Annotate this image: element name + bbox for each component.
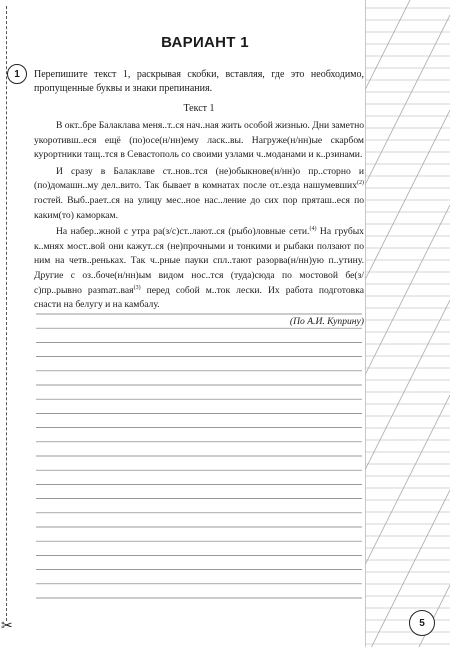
margin-slant-line [365, 490, 450, 647]
page-number: 5 [409, 610, 435, 636]
footnote-marker-4: (4) [309, 225, 317, 232]
margin-guide-lines [365, 0, 450, 647]
cut-line [6, 6, 7, 621]
margin-slant-line [365, 205, 450, 375]
passage-paragraph-3-part-b: На грубых к..мнях мост..вой они кажут..ся (не)прочными и тонкими и рыбаки ползают по ним на четв..реньках. Так ч..рные пауки спл..тают разорва(н/нн)ую п..утину. Другие с оз..боче(н/нн)ым видом нос..тся (туда)сюда по мостовой бе(з/с)пр..рывно разmат..вая [34, 226, 364, 296]
passage-paragraph-2-part-a: И сразу в Балаклаве ст..нов..тся (не)обыкнове(н/нн)о пр..сторно и (по)домашн..му дел..вито. Так бывает в комнатах после от..езда нашумевших [34, 165, 364, 192]
margin-slant-line [365, 395, 450, 565]
margin-slant-line [365, 585, 450, 647]
passage-paragraph-3-part-a: На набер..жной с утра ра(з/с)ст..лают..ся (рыбо)ловные сети. [56, 226, 310, 238]
passage-text [34, 119, 364, 329]
task-number-badge: 1 [7, 64, 27, 84]
passage-paragraph-1: В окт..бре Балаклава меня..т..ся нач..ная жить особой жизнью. Дни заметно укоротивш..еся ещё (по)осе(н/нн)ему ласк..вы. Нагруже(н/нн)ые скарбом курортники тащ..тся в Севастополь со своими узлами ч..моданами и к..рзинами. [34, 120, 365, 161]
passage-paragraph-3 [34, 225, 364, 313]
scissors-icon: ✂ [1, 619, 13, 634]
author-attribution: (По А.И. Куприну) [289, 315, 364, 327]
task-instruction: Перепишите текст 1, раскрывая скобки, вставляя, где это необходимо, пропущенные буквы и знаки препинания. [34, 69, 364, 94]
footnote-marker-2: (2) [357, 180, 364, 187]
margin-slant-line [365, 110, 450, 280]
footnote-marker-3: (3) [133, 284, 141, 291]
passage-paragraph-2-part-b: гостей. Выб..рает..ся на улицу мес..ное нас..ление до сих пор пряташ..еся по каким(то) каморкам. [34, 194, 364, 221]
passage-paragraph-3-part-c: перед собой м..ток лески. Их работа подготовка снасти на белугу и на камбалу. [34, 284, 364, 311]
passage-paragraph-2 [34, 165, 364, 223]
text-heading: Текст 1 [183, 103, 215, 114]
page-title: ВАРИАНТ 1 [161, 34, 249, 51]
margin-slant-line [365, 300, 450, 470]
